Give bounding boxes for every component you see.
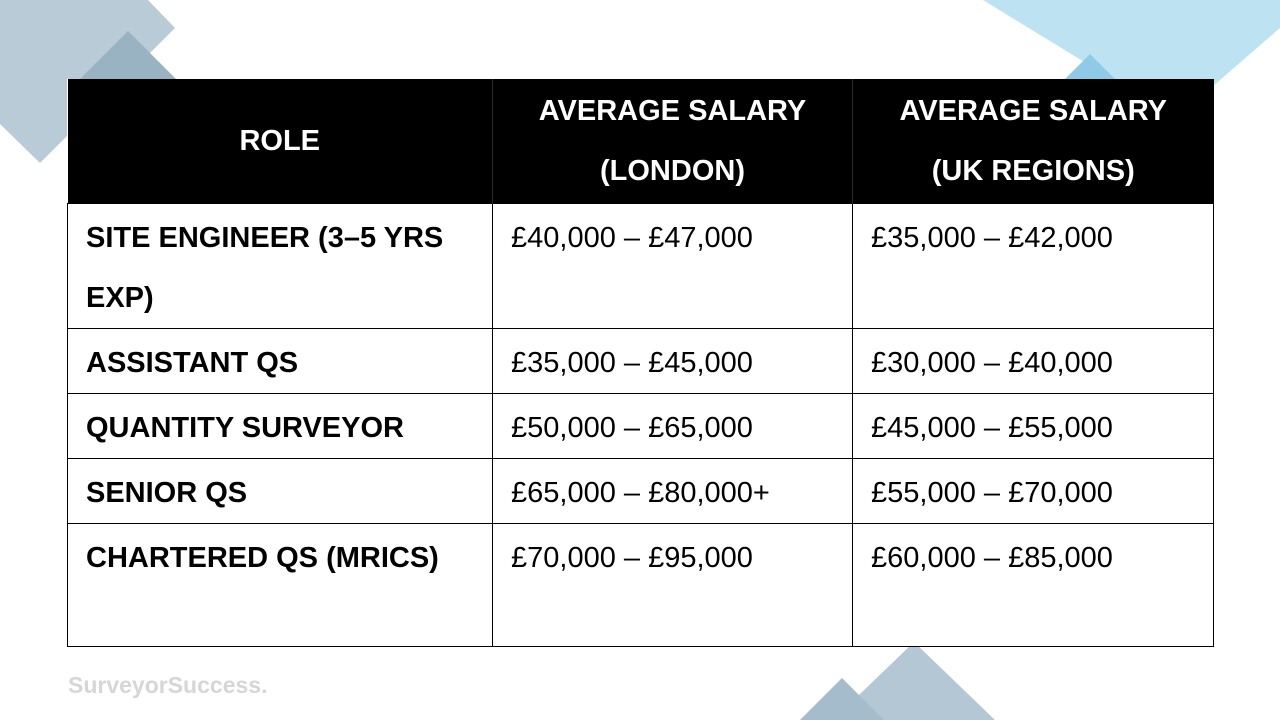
london-salary-cell: £35,000 – £45,000 xyxy=(493,328,853,393)
role-cell: QUANTITY SURVEYOR xyxy=(68,393,493,458)
top-right-diamond xyxy=(983,0,1280,87)
table-row xyxy=(68,328,1214,393)
header-uk-salary: AVERAGE SALARY (UK REGIONS) xyxy=(853,79,1214,203)
uk-salary-cell: £60,000 – £85,000 xyxy=(853,523,1214,646)
uk-salary-cell: £55,000 – £70,000 xyxy=(853,458,1214,523)
role-cell: SENIOR QS xyxy=(68,458,493,523)
table-row xyxy=(68,393,1214,458)
uk-salary-cell: £30,000 – £40,000 xyxy=(853,328,1214,393)
brand-wordmark: SurveyorSuccess. xyxy=(68,672,268,698)
table-row xyxy=(68,523,1214,646)
uk-salary-cell: £35,000 – £42,000 xyxy=(853,203,1214,328)
london-salary-cell: £50,000 – £65,000 xyxy=(493,393,853,458)
salary-table xyxy=(67,79,1214,647)
uk-salary-cell: £45,000 – £55,000 xyxy=(853,393,1214,458)
table-row xyxy=(68,203,1214,328)
role-cell: SITE ENGINEER (3–5 YRS EXP) xyxy=(68,203,493,328)
role-cell: ASSISTANT QS xyxy=(68,328,493,393)
header-role: ROLE xyxy=(68,79,493,203)
london-salary-cell: £40,000 – £47,000 xyxy=(493,203,853,328)
header-london-salary: AVERAGE SALARY (LONDON) xyxy=(493,79,853,203)
london-salary-cell: £70,000 – £95,000 xyxy=(493,523,853,646)
role-cell: CHARTERED QS (MRICS) xyxy=(68,523,493,646)
table-header-row xyxy=(68,79,1214,203)
table-row xyxy=(68,458,1214,523)
london-salary-cell: £65,000 – £80,000+ xyxy=(493,458,853,523)
